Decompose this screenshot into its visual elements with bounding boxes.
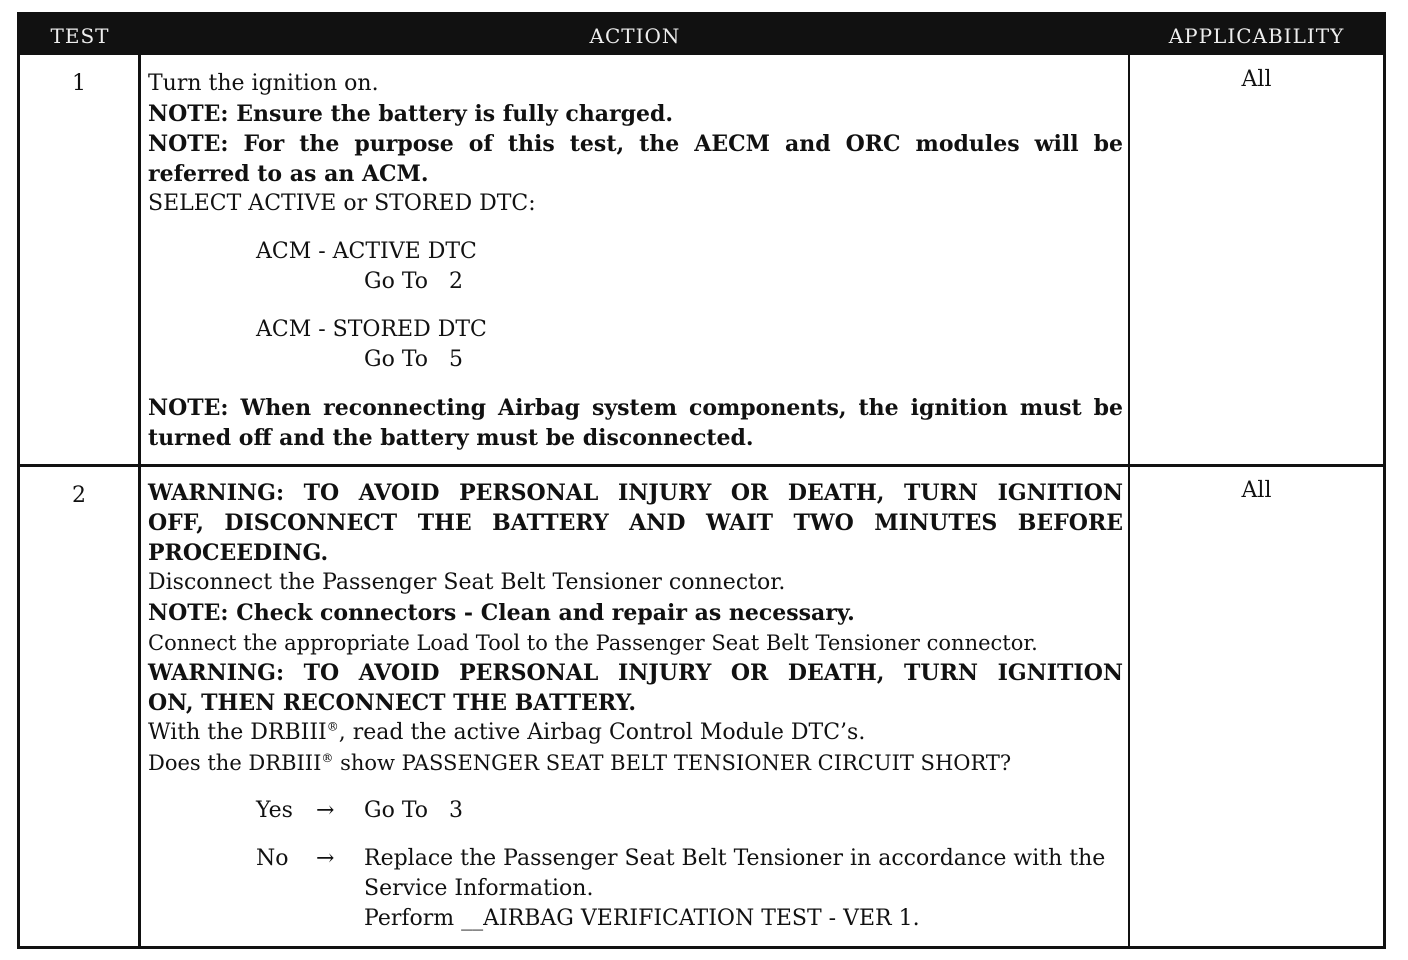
warning-line: WARNING: TO AVOID PERSONAL INJURY OR DEATH, TURN IGNITION (148, 660, 1123, 686)
action-cell-1 (148, 69, 1123, 453)
action-line: SELECT ACTIVE or STORED DTC: (148, 191, 536, 216)
header-test: TEST (50, 24, 110, 48)
test-number-1: 1 (72, 71, 86, 96)
note-line: referred to as an ACM. (148, 161, 429, 187)
goto-line: Go To 5 (364, 347, 463, 372)
column-divider (138, 55, 141, 946)
action-line: Disconnect the Passenger Seat Belt Tensioner connector. (148, 570, 786, 595)
applicability-1: All (1241, 67, 1272, 92)
note-line: NOTE: Ensure the battery is fully charged. (148, 101, 674, 127)
action-line: With the DRBIII®, read the active Airbag Control Module DTC’s. (148, 719, 866, 745)
test-number-2: 2 (72, 483, 86, 508)
arrow-right-icon: → (316, 798, 335, 823)
action-line: Turn the ignition on. (148, 71, 379, 96)
warning-line: PROCEEDING. (148, 540, 329, 566)
registered-mark: ® (321, 751, 334, 765)
row-divider (20, 464, 1383, 467)
option-active-dtc: ACM - ACTIVE DTC (256, 239, 477, 264)
answer-yes (148, 796, 1123, 826)
procedure-table (17, 12, 1386, 949)
note-line: turned off and the battery must be disconnected. (148, 425, 754, 451)
answer-text-block (364, 844, 1105, 934)
goto-line: Go To 2 (364, 269, 463, 294)
warning-line: OFF, DISCONNECT THE BATTERY AND WAIT TWO MINUTES BEFORE (148, 510, 1123, 536)
registered-mark: ® (326, 719, 339, 734)
answer-text: Service Information. (364, 876, 594, 901)
note-line: NOTE: Check connectors - Clean and repair as necessary. (148, 600, 855, 626)
answer-text: Replace the Passenger Seat Belt Tensioner in accordance with the (364, 846, 1106, 871)
warning-line: ON, THEN RECONNECT THE BATTERY. (148, 690, 637, 716)
applicability-2: All (1241, 478, 1272, 503)
action-cell-2 (148, 478, 1123, 934)
question-line: Does the DRBIII® show PASSENGER SEAT BELT TENSIONER CIRCUIT SHORT? (148, 751, 1012, 775)
answer-label: Yes (256, 798, 293, 823)
option-stored-dtc: ACM - STORED DTC (256, 317, 487, 342)
answer-text: Go To 3 (364, 798, 463, 823)
answer-label: No (256, 846, 289, 871)
table-header (20, 15, 1383, 55)
answer-no (148, 844, 1123, 934)
action-line: Connect the appropriate Load Tool to the Passenger Seat Belt Tensioner connector. (148, 631, 1038, 655)
answer-text: Perform __AIRBAG VERIFICATION TEST - VER 1. (364, 906, 920, 931)
header-applicability: APPLICABILITY (1168, 24, 1345, 48)
note-line: NOTE: When reconnecting Airbag system components, the ignition must be (148, 395, 1123, 421)
warning-line: WARNING: TO AVOID PERSONAL INJURY OR DEATH, TURN IGNITION (148, 480, 1123, 506)
header-action: ACTION (589, 24, 681, 48)
arrow-right-icon: → (316, 846, 335, 871)
note-line: NOTE: For the purpose of this test, the AECM and ORC modules will be (148, 131, 1123, 157)
